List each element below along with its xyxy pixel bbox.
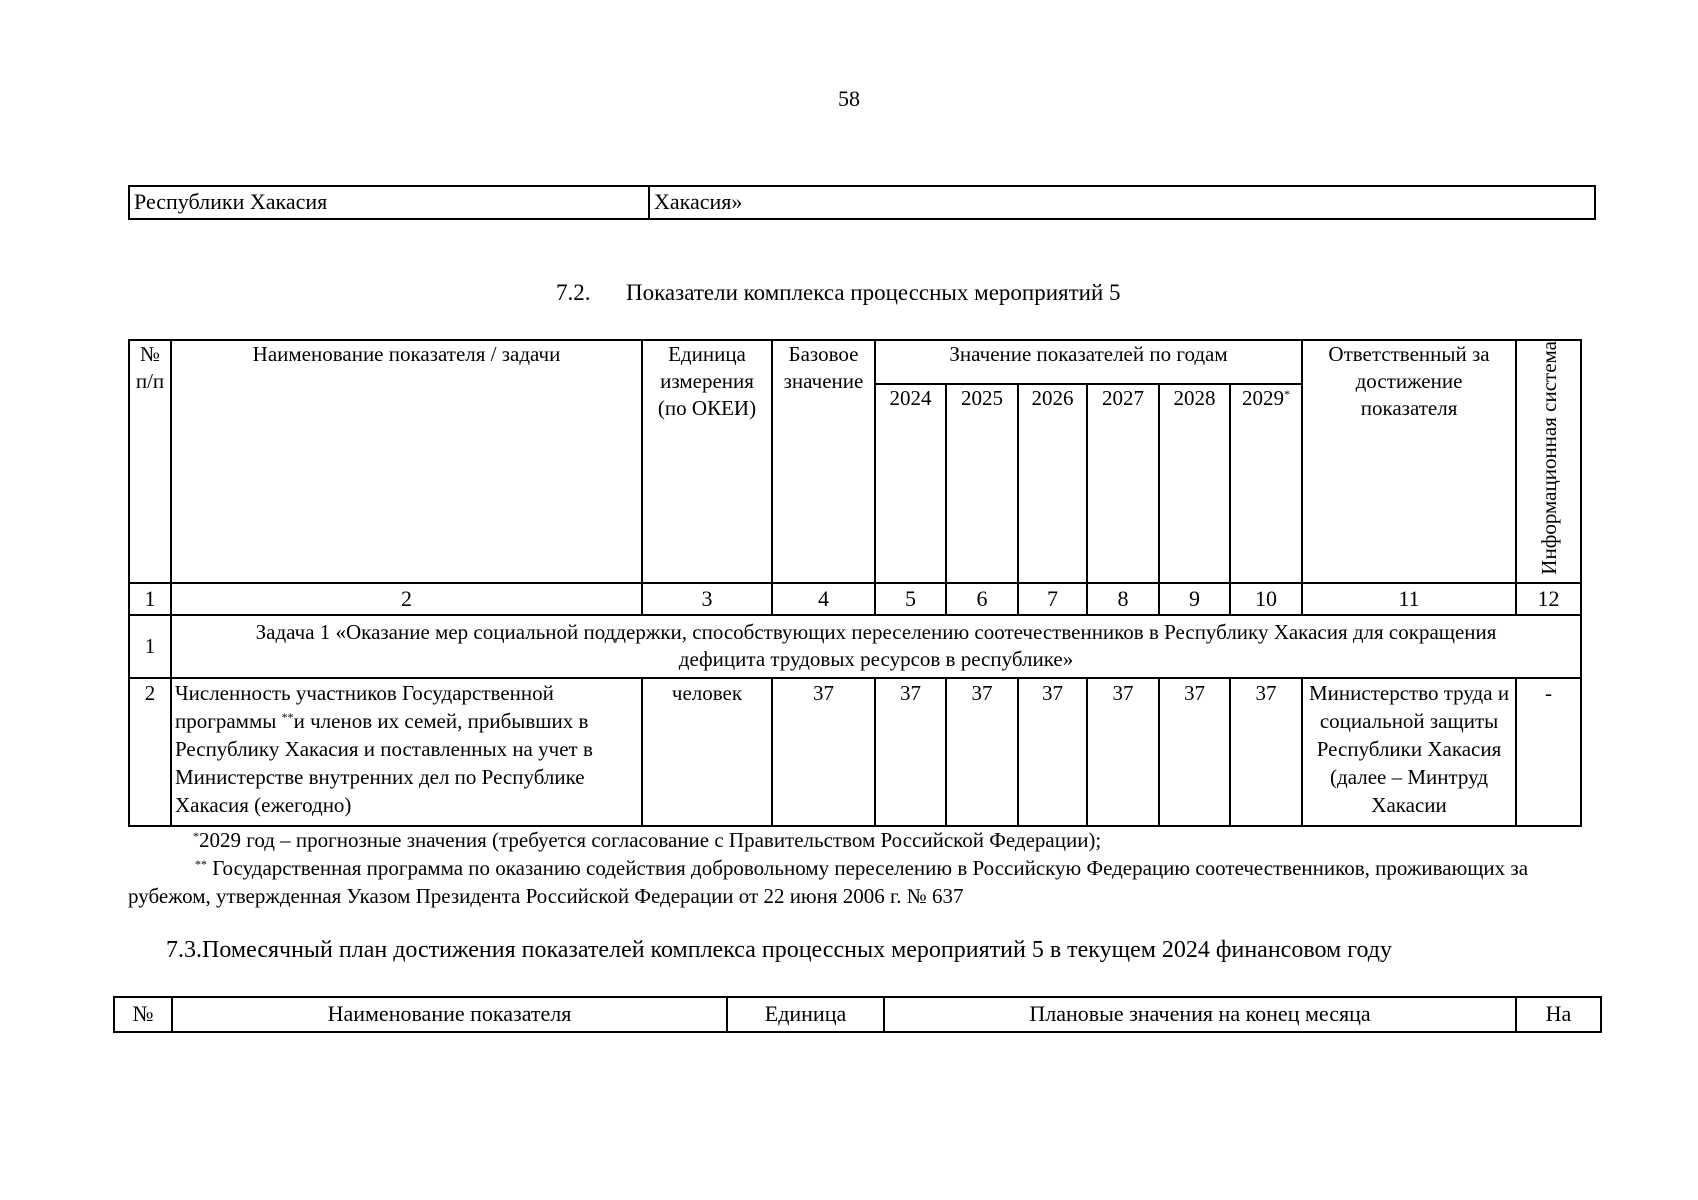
section-heading-7-2	[556, 280, 1121, 306]
header-responsible: Ответственный за достижение показателя	[1302, 340, 1516, 583]
column-number: 12	[1516, 583, 1581, 615]
task-text: Задача 1 «Оказание мер социальной поддержки, способствующих переселению соотечественников в Республику Хакасия для сокращения дефицита трудовых ресурсов в республике»	[171, 615, 1581, 678]
footnote-mark: *	[1284, 386, 1291, 401]
header-year: 2028	[1159, 384, 1230, 583]
row-num: 2	[129, 678, 171, 826]
section-number: 7.3.	[166, 937, 202, 963]
footnote-2-text: Государственная программа по оказанию содействия добровольному переселению в Российскую Федерацию соотечественников, проживающих за рубежом, утвержденная Указом Президента Российской Федерации от 22 июня 2006 г. № 637	[128, 856, 1529, 908]
continued-table-fragment	[128, 185, 1596, 220]
footnote-1-text: 2029 год – прогнозные значения (требуется согласование с Правительством Российской Федерации);	[199, 828, 1102, 852]
header-years-group: Значение показателей по годам	[875, 340, 1302, 384]
row-value: 37	[946, 678, 1018, 826]
column-number: 11	[1302, 583, 1516, 615]
task-num: 1	[129, 615, 171, 678]
footnote-mark: **	[195, 857, 207, 871]
row-unit: человек	[642, 678, 772, 826]
header-year: 2025	[946, 384, 1018, 583]
section-title: Показатели комплекса процессных мероприятий 5	[626, 280, 1121, 305]
header-base: Базовое значение	[772, 340, 875, 583]
footnote-2	[128, 854, 1598, 910]
top-left-cell: Республики Хакасия	[129, 186, 649, 219]
footnote-mark: **	[281, 709, 294, 724]
column-number: 9	[1159, 583, 1230, 615]
header-year: 2024	[875, 384, 946, 583]
column-number: 5	[875, 583, 946, 615]
indicator-name-part1: Численность участников Государственной программы	[175, 680, 554, 733]
header-row	[114, 997, 1601, 1032]
header-name: Наименование показателя / задачи	[171, 340, 642, 583]
row-value: 37	[875, 678, 946, 826]
row-info-system: -	[1516, 678, 1581, 826]
row-value: 37	[1018, 678, 1087, 826]
column-number: 4	[772, 583, 875, 615]
header-row	[129, 340, 1581, 384]
footnote-mark: *	[193, 829, 199, 843]
column-number: 1	[129, 583, 171, 615]
column-number: 6	[946, 583, 1018, 615]
monthly-plan-table	[113, 996, 1602, 1033]
footnote-1	[128, 826, 1598, 854]
header-num: № п/п	[129, 340, 171, 583]
header-num: №	[114, 997, 172, 1032]
section-number: 7.2.	[556, 280, 591, 305]
page-number: 58	[838, 86, 860, 111]
column-number: 2	[171, 583, 642, 615]
header-year: 2029	[1242, 385, 1285, 410]
indicator-name-part2: и членов их семей, прибывших в Республику Хакасия и поставленных на учет в Министерстве внутренних дел по Республике Хакасия (ежегодно)	[175, 708, 593, 817]
header-year: 2026	[1018, 384, 1087, 583]
top-right-cell: Хакасия»	[649, 186, 1595, 219]
header-info-system-cell	[1516, 340, 1581, 583]
row-value: 37	[1159, 678, 1230, 826]
row-base: 37	[772, 678, 875, 826]
indicators-table	[128, 339, 1582, 827]
column-number: 8	[1087, 583, 1159, 615]
column-numbers-row	[129, 583, 1581, 615]
header-info-system: Информационная система	[1536, 341, 1561, 575]
header-unit: Единица измерения (по ОКЕИ)	[642, 340, 772, 583]
column-number: 7	[1018, 583, 1087, 615]
header-last: На	[1516, 997, 1601, 1032]
section-heading-7-3	[166, 937, 1392, 964]
header-year: 2027	[1087, 384, 1159, 583]
task-row	[129, 615, 1581, 678]
row-indicator-name	[171, 678, 642, 826]
header-name: Наименование показателя	[172, 997, 727, 1032]
header-year-2029-cell	[1230, 384, 1302, 583]
header-unit: Единица	[727, 997, 884, 1032]
column-number: 3	[642, 583, 772, 615]
row-value: 37	[1087, 678, 1159, 826]
footnotes	[128, 826, 1598, 910]
table-row	[129, 678, 1581, 826]
row-responsible: Министерство труда и социальной защиты Республики Хакасия (далее – Минтруд Хакасии	[1302, 678, 1516, 826]
header-plan: Плановые значения на конец месяца	[884, 997, 1516, 1032]
section-title: Помесячный план достижения показателей комплекса процессных мероприятий 5 в текущем 2024 финансовом году	[202, 937, 1392, 963]
column-number: 10	[1230, 583, 1302, 615]
row-value: 37	[1230, 678, 1302, 826]
